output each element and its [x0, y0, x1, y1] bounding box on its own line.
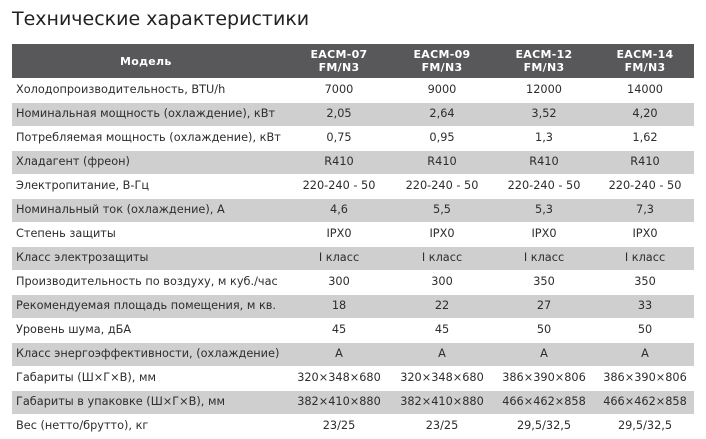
row-value: 3,52 — [531, 107, 557, 120]
row-value: 22 — [434, 299, 450, 312]
row-value: 220-240 - 50 — [405, 179, 479, 192]
row-value: 33 — [637, 299, 653, 312]
row-value: 7,3 — [636, 203, 654, 216]
row-label: Габариты (Ш×Г×В), мм — [16, 371, 156, 384]
header-row — [12, 44, 694, 78]
model-name: EACM-12 — [515, 48, 573, 61]
row-value: 386×390×806 — [603, 371, 687, 384]
table-row — [12, 78, 694, 102]
model-name: EACM-14 — [616, 48, 674, 61]
row-value: 1,62 — [632, 131, 658, 144]
row-value: I класс — [624, 251, 666, 264]
row-value: 320×348×680 — [297, 371, 381, 384]
row-value: 300 — [328, 275, 350, 288]
model-suffix: FM/N3 — [523, 61, 565, 74]
row-label: Класс энергоэффективности, (охлаждение) — [16, 347, 280, 360]
model-header-eacm-07 — [286, 44, 392, 78]
row-value: 382×410×880 — [400, 395, 484, 408]
row-label: Электропитание, В-Гц — [16, 179, 150, 192]
row-value: 220-240 - 50 — [302, 179, 376, 192]
row-value: 27 — [536, 299, 552, 312]
table-row — [12, 390, 694, 414]
row-value: A — [540, 347, 548, 360]
table-row — [12, 318, 694, 342]
row-value: 466×462×858 — [502, 395, 586, 408]
row-value: 300 — [431, 275, 453, 288]
model-suffix: FM/N3 — [421, 61, 463, 74]
row-value: 220-240 - 50 — [608, 179, 682, 192]
row-value: 350 — [634, 275, 656, 288]
row-value: IPX0 — [531, 227, 557, 240]
row-label: Степень защиты — [16, 227, 116, 240]
row-label: Рекомендуемая площадь помещения, м кв. — [16, 299, 277, 312]
row-value: I класс — [523, 251, 565, 264]
table-row — [12, 294, 694, 318]
table-header — [12, 44, 694, 78]
table-row — [12, 246, 694, 270]
row-value: 220-240 - 50 — [507, 179, 581, 192]
row-value: 320×348×680 — [400, 371, 484, 384]
row-value: A — [641, 347, 649, 360]
row-label: Потребляемая мощность (охлаждение), кВт — [16, 131, 281, 144]
model-header-eacm-12 — [492, 44, 596, 78]
row-value: A — [438, 347, 446, 360]
row-value: 29,5/32,5 — [516, 419, 572, 432]
row-label: Производительность по воздуху, м куб./час — [16, 275, 278, 288]
table-row — [12, 270, 694, 294]
table-row — [12, 174, 694, 198]
table-row — [12, 342, 694, 366]
table-row — [12, 198, 694, 222]
row-value: 4,6 — [330, 203, 348, 216]
model-column-header: Модель — [120, 54, 172, 68]
row-label: Холодопроизводительность, BTU/h — [16, 82, 226, 96]
row-value: 45 — [434, 323, 450, 336]
row-value: 23/25 — [425, 419, 459, 432]
row-value: R410 — [630, 155, 660, 168]
row-value: 14000 — [627, 82, 663, 96]
row-value: 0,95 — [429, 131, 455, 144]
row-value: IPX0 — [326, 227, 352, 240]
row-label: Класс электрозащиты — [16, 251, 149, 264]
row-value: 29,5/32,5 — [617, 419, 673, 432]
model-suffix: FM/N3 — [624, 61, 666, 74]
table-row — [12, 102, 694, 126]
model-name: EACM-09 — [413, 48, 471, 61]
row-label: Уровень шума, дБА — [16, 323, 132, 336]
specifications-table — [12, 44, 694, 439]
row-label: Хладагент (фреон) — [16, 155, 130, 168]
row-value: IPX0 — [632, 227, 658, 240]
row-value: 386×390×806 — [502, 371, 586, 384]
row-value: 2,05 — [326, 107, 352, 120]
row-value: A — [335, 347, 343, 360]
model-header-eacm-09 — [392, 44, 492, 78]
row-value: 382×410×880 — [297, 395, 381, 408]
row-value: 9000 — [427, 82, 457, 96]
table-row — [12, 150, 694, 174]
row-value: R410 — [529, 155, 559, 168]
model-name: EACM-07 — [310, 48, 368, 61]
row-value: 23/25 — [322, 419, 356, 432]
row-label: Габариты в упаковке (Ш×Г×В), мм — [16, 395, 225, 408]
page-title: Технические характеристики — [12, 8, 310, 30]
row-label: Номинальный ток (охлаждение), А — [16, 203, 225, 216]
row-value: 12000 — [526, 82, 562, 96]
row-label: Вес (нетто/брутто), кг — [16, 419, 149, 432]
row-value: 466×462×858 — [603, 395, 687, 408]
row-value: 1,3 — [535, 131, 553, 144]
row-value: R410 — [427, 155, 457, 168]
row-value: I класс — [421, 251, 463, 264]
row-value: 5,3 — [535, 203, 553, 216]
row-value: 4,20 — [632, 107, 658, 120]
table-body — [12, 78, 694, 438]
model-header-eacm-14 — [596, 44, 694, 78]
row-value: 0,75 — [326, 131, 352, 144]
row-value: 45 — [331, 323, 347, 336]
row-value: 7000 — [324, 82, 354, 96]
row-value: 350 — [533, 275, 555, 288]
table-row — [12, 414, 694, 438]
row-value: IPX0 — [429, 227, 455, 240]
row-value: 50 — [637, 323, 653, 336]
row-label: Номинальная мощность (охлаждение), кВт — [16, 107, 276, 120]
row-value: R410 — [324, 155, 354, 168]
row-value: 5,5 — [433, 203, 451, 216]
table-row — [12, 366, 694, 390]
model-suffix: FM/N3 — [318, 61, 360, 74]
table-row — [12, 126, 694, 150]
row-value: 50 — [536, 323, 552, 336]
row-value: I класс — [318, 251, 360, 264]
row-value: 18 — [331, 299, 347, 312]
row-value: 2,64 — [429, 107, 455, 120]
table-row — [12, 222, 694, 246]
